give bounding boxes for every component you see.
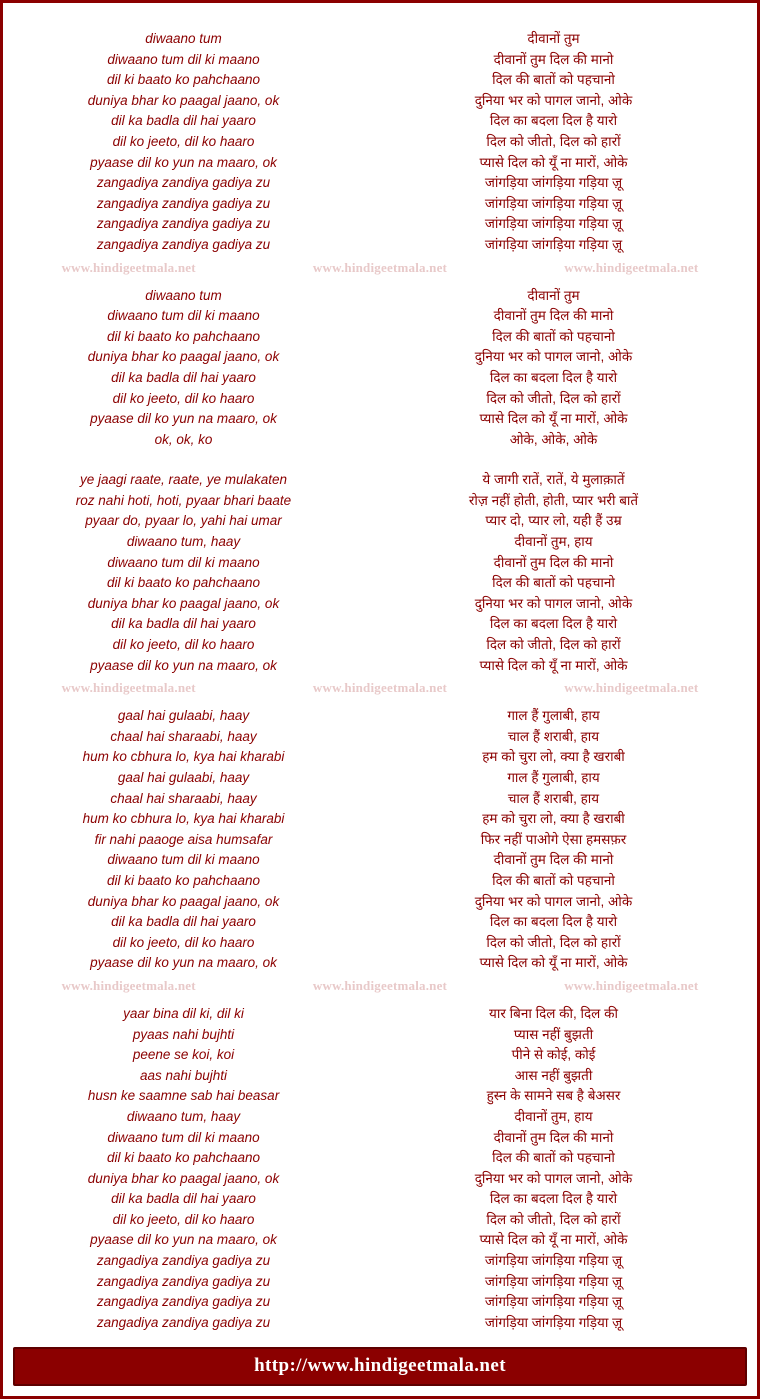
- lyrics-line-roman: diwaano tum, haay: [126, 534, 241, 550]
- lyrics-line-devanagari: प्यासे दिल को यूँ ना मारों, ओके: [479, 154, 628, 170]
- lyrics-stanza: [3, 706, 757, 974]
- lyrics-line: [3, 727, 757, 748]
- lyrics-line-roman: aas nahi bujhti: [139, 1067, 228, 1083]
- lyrics-line-devanagari: आस नहीं बुझती: [514, 1067, 593, 1083]
- lyrics-line: [3, 1004, 757, 1025]
- lyrics-line: [3, 850, 757, 871]
- site-url-link[interactable]: http://www.hindigeetmala.net: [254, 1355, 506, 1377]
- lyrics-line: [3, 50, 757, 71]
- lyrics-line-roman: diwaano tum dil ki maano: [107, 308, 260, 324]
- lyrics-line-devanagari: दिल को जीतो, दिल को हारों: [486, 133, 621, 149]
- lyrics-line-roman: duniya bhar ko paagal jaano, ok: [87, 595, 280, 611]
- lyrics-line: [3, 409, 757, 430]
- lyrics-line-devanagari: जांगड़िया जांगड़िया गड़िया ज़ू: [484, 1314, 623, 1330]
- lyrics-line-roman: dil ka badla dil hai yaaro: [111, 616, 256, 632]
- lyrics-line-devanagari: ओके, ओके, ओके: [509, 431, 598, 447]
- lyrics-line-devanagari: दिल को जीतो, दिल को हारों: [486, 637, 621, 653]
- lyrics-line-roman: dil ka badla dil hai yaaro: [111, 369, 256, 385]
- lyrics-line: [3, 368, 757, 389]
- lyrics-line-devanagari: प्यार दो, प्यार लो, यही हैं उम्र: [485, 513, 622, 529]
- watermark-group: [3, 978, 757, 994]
- lyrics-line: [3, 70, 757, 91]
- lyrics-line-devanagari: दीवानों तुम दिल की मानो: [493, 852, 614, 868]
- lyrics-line: [3, 1066, 757, 1087]
- lyrics-line-devanagari: रोज़ नहीं होती, होती, प्यार भरी बातें: [468, 492, 639, 508]
- lyrics-line: [3, 594, 757, 615]
- lyrics-line-roman: diwaano tum, haay: [126, 1108, 241, 1124]
- lyrics-line: [3, 1189, 757, 1210]
- watermark-text: www.hindigeetmala.net: [61, 977, 196, 993]
- lyrics-stanza: [3, 29, 757, 256]
- lyrics-line: [3, 327, 757, 348]
- lyrics-line-roman: yaar bina dil ki, dil ki: [123, 1005, 244, 1021]
- lyrics-line-roman: duniya bhar ko paagal jaano, ok: [87, 92, 280, 108]
- lyrics-line: [3, 29, 757, 50]
- watermark-strip: [3, 974, 757, 1004]
- lyrics-line: [3, 1313, 757, 1334]
- lyrics-line: [3, 235, 757, 256]
- lyrics-line-devanagari: दिल का बदला दिल है यारो: [489, 1191, 618, 1207]
- lyrics-line-roman: husn ke saamne sab hai beasar: [87, 1088, 280, 1104]
- lyrics-line: [3, 635, 757, 656]
- lyrics-line: [3, 1148, 757, 1169]
- lyrics-line-devanagari: दुनिया भर को पागल जानो, ओके: [474, 595, 633, 611]
- lyrics-line-devanagari: फिर नहीं पाओगे ऐसा हमसफ़र: [480, 831, 627, 847]
- lyrics-line-devanagari: दीवानों तुम, हाय: [514, 534, 593, 550]
- lyrics-line: [3, 1128, 757, 1149]
- lyrics-line-roman: zangadiya zandiya gadiya zu: [96, 216, 271, 232]
- lyrics-line-devanagari: जांगड़िया जांगड़िया गड़िया ज़ू: [484, 236, 623, 252]
- lyrics-line: [3, 892, 757, 913]
- lyrics-line-devanagari: गाल हैं गुलाबी, हाय: [507, 770, 600, 785]
- lyrics-line-roman: dil ki baato ko pahchaano: [106, 328, 261, 344]
- lyrics-line-devanagari: पीने से कोई, कोई: [511, 1047, 596, 1063]
- lyrics-line-roman: dil ka badla dil hai yaaro: [111, 113, 256, 129]
- lyrics-line: [3, 532, 757, 553]
- lyrics-line-roman: diwaano tum: [145, 287, 222, 303]
- lyrics-line-devanagari: हम को चुरा लो, क्या है खराबी: [482, 749, 625, 765]
- lyrics-line-roman: dil ki baato ko pahchaano: [106, 575, 261, 591]
- lyrics-line: [3, 389, 757, 410]
- lyrics-line: [3, 1086, 757, 1107]
- lyrics-line-devanagari: दीवानों तुम दिल की मानो: [493, 308, 614, 324]
- lyrics-line: [3, 1230, 757, 1251]
- lyrics-line-roman: roz nahi hoti, hoti, pyaar bhari baate: [75, 492, 292, 508]
- lyrics-line: [3, 768, 757, 789]
- lyrics-line-devanagari: दीवानों तुम दिल की मानो: [493, 1129, 614, 1145]
- lyrics-line-devanagari: दुनिया भर को पागल जानो, ओके: [474, 349, 633, 365]
- lyrics-line-roman: ok, ok, ko: [154, 431, 213, 447]
- lyrics-line-roman: pyaase dil ko yun na maaro, ok: [90, 657, 277, 673]
- lyrics-line: [3, 933, 757, 954]
- lyrics-line: [3, 173, 757, 194]
- lyrics-line-devanagari: दिल की बातों को पहचानो: [492, 575, 615, 591]
- lyrics-line: [3, 132, 757, 153]
- lyrics-line-devanagari: दिल की बातों को पहचानो: [492, 872, 615, 888]
- lyrics-line-roman: peene se koi, koi: [132, 1047, 235, 1063]
- lyrics-line-devanagari: दीवानों तुम दिल की मानो: [493, 51, 614, 67]
- lyrics-line: [3, 111, 757, 132]
- lyrics-stanza: [3, 470, 757, 676]
- lyrics-line-roman: hum ko cbhura lo, kya hai kharabi: [82, 749, 285, 765]
- lyrics-line-roman: dil ko jeeto, dil ko haaro: [112, 637, 255, 653]
- lyrics-line-devanagari: दुनिया भर को पागल जानो, ओके: [474, 92, 633, 108]
- lyrics-line-roman: gaal hai gulaabi, haay: [117, 770, 250, 785]
- watermark-text: www.hindigeetmala.net: [564, 977, 699, 993]
- lyrics-line-roman: pyaase dil ko yun na maaro, ok: [90, 1232, 277, 1248]
- lyrics-line-devanagari: दीवानों तुम: [527, 31, 580, 46]
- watermark-strip: [3, 256, 757, 286]
- lyrics-line-devanagari: यार बिना दिल की, दिल की: [489, 1005, 618, 1021]
- lyrics-line-roman: chaal hai sharaabi, haay: [110, 728, 257, 744]
- lyrics-line-devanagari: ये जागी रातें, रातें, ये मुलाक़ातें: [482, 472, 625, 488]
- lyrics-line: [3, 347, 757, 368]
- lyrics-line-roman: dil ko jeeto, dil ko haaro: [112, 934, 255, 950]
- lyrics-line-roman: pyaase dil ko yun na maaro, ok: [90, 411, 277, 427]
- lyrics-line-roman: pyaase dil ko yun na maaro, ok: [90, 154, 277, 170]
- lyrics-line: [3, 809, 757, 830]
- lyrics-line-devanagari: दिल की बातों को पहचानो: [492, 72, 615, 88]
- watermark-text: www.hindigeetmala.net: [61, 680, 196, 696]
- lyrics-line: [3, 1025, 757, 1046]
- lyrics-line-roman: dil ki baato ko pahchaano: [106, 1150, 261, 1166]
- site-footer: [13, 1347, 747, 1386]
- lyrics-line-devanagari: दिल का बदला दिल है यारो: [489, 914, 618, 930]
- lyrics-line-roman: zangadiya zandiya gadiya zu: [96, 195, 271, 211]
- lyrics-line-devanagari: प्यासे दिल को यूँ ना मारों, ओके: [479, 657, 628, 673]
- lyrics-line-roman: fir nahi paaoge aisa humsafar: [94, 831, 273, 847]
- lyrics-line-roman: dil ko jeeto, dil ko haaro: [112, 390, 255, 406]
- lyrics-line: [3, 470, 757, 491]
- lyrics-line-roman: hum ko cbhura lo, kya hai kharabi: [82, 811, 285, 827]
- lyrics-line-roman: zangadiya zandiya gadiya zu: [96, 175, 271, 191]
- lyrics-line: [3, 789, 757, 810]
- lyrics-line-devanagari: दीवानों तुम दिल की मानो: [493, 554, 614, 570]
- lyrics-line-devanagari: दुनिया भर को पागल जानो, ओके: [474, 1170, 633, 1186]
- lyrics-line: [3, 306, 757, 327]
- lyrics-line: [3, 1292, 757, 1313]
- watermark-text: www.hindigeetmala.net: [564, 259, 699, 275]
- lyrics-line-devanagari: प्यासे दिल को यूँ ना मारों, ओके: [479, 955, 628, 971]
- lyrics-line-roman: dil ki baato ko pahchaano: [106, 72, 261, 88]
- lyrics-line: [3, 91, 757, 112]
- lyrics-line: [3, 1272, 757, 1293]
- lyrics-line-devanagari: दिल का बदला दिल है यारो: [489, 369, 618, 385]
- lyrics-line-roman: diwaano tum dil ki maano: [107, 1129, 260, 1145]
- lyrics-line-roman: duniya bhar ko paagal jaano, ok: [87, 1170, 280, 1186]
- lyrics-line-roman: dil ka badla dil hai yaaro: [111, 1191, 256, 1207]
- lyrics-area: [3, 3, 757, 1339]
- lyrics-line-roman: diwaano tum: [145, 31, 222, 46]
- lyrics-line-roman: chaal hai sharaabi, haay: [110, 790, 257, 806]
- lyrics-line-devanagari: दिल की बातों को पहचानो: [492, 1150, 615, 1166]
- lyrics-line-roman: zangadiya zandiya gadiya zu: [96, 1273, 271, 1289]
- lyrics-line-roman: diwaano tum dil ki maano: [107, 51, 260, 67]
- lyrics-line-roman: pyaase dil ko yun na maaro, ok: [90, 955, 277, 971]
- lyrics-line-devanagari: दिल को जीतो, दिल को हारों: [486, 390, 621, 406]
- lyrics-line-devanagari: जांगड़िया जांगड़िया गड़िया ज़ू: [484, 1294, 623, 1310]
- lyrics-line-roman: dil ka badla dil hai yaaro: [111, 914, 256, 930]
- lyrics-line: [3, 573, 757, 594]
- lyrics-line-roman: diwaano tum dil ki maano: [107, 554, 260, 570]
- lyrics-line-devanagari: हम को चुरा लो, क्या है खराबी: [482, 811, 625, 827]
- lyrics-line-roman: pyaar do, pyaar lo, yahi hai umar: [85, 513, 282, 529]
- lyrics-line-roman: zangadiya zandiya gadiya zu: [96, 1253, 271, 1269]
- lyrics-line-roman: dil ko jeeto, dil ko haaro: [112, 1211, 255, 1227]
- watermark-text: www.hindigeetmala.net: [312, 259, 448, 275]
- lyrics-stanza: [3, 286, 757, 451]
- lyrics-line-devanagari: गाल हैं गुलाबी, हाय: [507, 708, 600, 724]
- lyrics-line: [3, 912, 757, 933]
- lyrics-line-roman: gaal hai gulaabi, haay: [117, 708, 250, 724]
- lyrics-line-roman: duniya bhar ko paagal jaano, ok: [87, 349, 280, 365]
- lyrics-line: [3, 153, 757, 174]
- lyrics-line-roman: dil ki baato ko pahchaano: [106, 872, 261, 888]
- lyrics-line: [3, 1107, 757, 1128]
- lyrics-line: [3, 286, 757, 307]
- lyrics-line-devanagari: दिल का बदला दिल है यारो: [489, 616, 618, 632]
- lyrics-line: [3, 511, 757, 532]
- lyrics-line-devanagari: दीवानों तुम, हाय: [514, 1108, 593, 1124]
- lyrics-line-devanagari: जांगड़िया जांगड़िया गड़िया ज़ू: [484, 175, 623, 191]
- lyrics-line-devanagari: प्यास नहीं बुझती: [513, 1026, 594, 1042]
- lyrics-line-devanagari: दिल को जीतो, दिल को हारों: [486, 934, 621, 950]
- lyrics-line: [3, 553, 757, 574]
- lyrics-line: [3, 1169, 757, 1190]
- lyrics-line: [3, 614, 757, 635]
- lyrics-line-devanagari: जांगड़िया जांगड़िया गड़िया ज़ू: [484, 1253, 623, 1269]
- lyrics-line: [3, 430, 757, 451]
- watermark-group: [3, 680, 757, 696]
- lyrics-line: [3, 747, 757, 768]
- lyrics-line: [3, 1210, 757, 1231]
- lyrics-line: [3, 953, 757, 974]
- lyrics-line: [3, 871, 757, 892]
- stanza-gap: [3, 450, 757, 470]
- lyrics-line: [3, 491, 757, 512]
- lyrics-line-devanagari: दिल की बातों को पहचानो: [492, 328, 615, 344]
- lyrics-line-devanagari: दिल को जीतो, दिल को हारों: [486, 1211, 621, 1227]
- lyrics-line-devanagari: प्यासे दिल को यूँ ना मारों, ओके: [479, 1232, 628, 1248]
- lyrics-line-devanagari: दुनिया भर को पागल जानो, ओके: [474, 893, 633, 909]
- watermark-group: [3, 260, 757, 276]
- lyrics-line-devanagari: जांगड़िया जांगड़िया गड़िया ज़ू: [484, 1273, 623, 1289]
- lyrics-line-devanagari: चाल हैं शराबी, हाय: [507, 728, 600, 744]
- watermark-text: www.hindigeetmala.net: [564, 680, 699, 696]
- watermark-text: www.hindigeetmala.net: [312, 680, 448, 696]
- lyrics-line-devanagari: हुस्न के सामने सब है बेअसर: [486, 1088, 621, 1104]
- lyrics-line: [3, 830, 757, 851]
- watermark-text: www.hindigeetmala.net: [61, 259, 196, 275]
- lyrics-line-roman: dil ko jeeto, dil ko haaro: [112, 133, 255, 149]
- lyrics-line-devanagari: दीवानों तुम: [527, 287, 580, 303]
- lyrics-line: [3, 214, 757, 235]
- lyrics-line-roman: zangadiya zandiya gadiya zu: [96, 1294, 271, 1310]
- lyrics-line: [3, 1251, 757, 1272]
- lyrics-stanza: [3, 1004, 757, 1334]
- lyrics-line-devanagari: दिल का बदला दिल है यारो: [489, 113, 618, 129]
- lyrics-line: [3, 194, 757, 215]
- lyrics-line-devanagari: चाल हैं शराबी, हाय: [507, 790, 600, 806]
- lyrics-line: [3, 1045, 757, 1066]
- watermark-text: www.hindigeetmala.net: [312, 977, 448, 993]
- lyrics-line-devanagari: जांगड़िया जांगड़िया गड़िया ज़ू: [484, 195, 623, 211]
- lyrics-line-roman: zangadiya zandiya gadiya zu: [96, 236, 271, 252]
- lyrics-line-devanagari: प्यासे दिल को यूँ ना मारों, ओके: [479, 411, 628, 427]
- lyrics-line: [3, 706, 757, 727]
- lyrics-line-roman: zangadiya zandiya gadiya zu: [96, 1314, 271, 1330]
- lyrics-line-roman: ye jaagi raate, raate, ye mulakaten: [79, 472, 288, 488]
- lyrics-line-devanagari: जांगड़िया जांगड़िया गड़िया ज़ू: [484, 216, 623, 232]
- lyrics-line-roman: duniya bhar ko paagal jaano, ok: [87, 893, 280, 909]
- lyrics-line-roman: diwaano tum dil ki maano: [107, 852, 260, 868]
- watermark-strip: [3, 676, 757, 706]
- lyrics-line: [3, 656, 757, 677]
- lyrics-line-roman: pyaas nahi bujhti: [132, 1026, 235, 1042]
